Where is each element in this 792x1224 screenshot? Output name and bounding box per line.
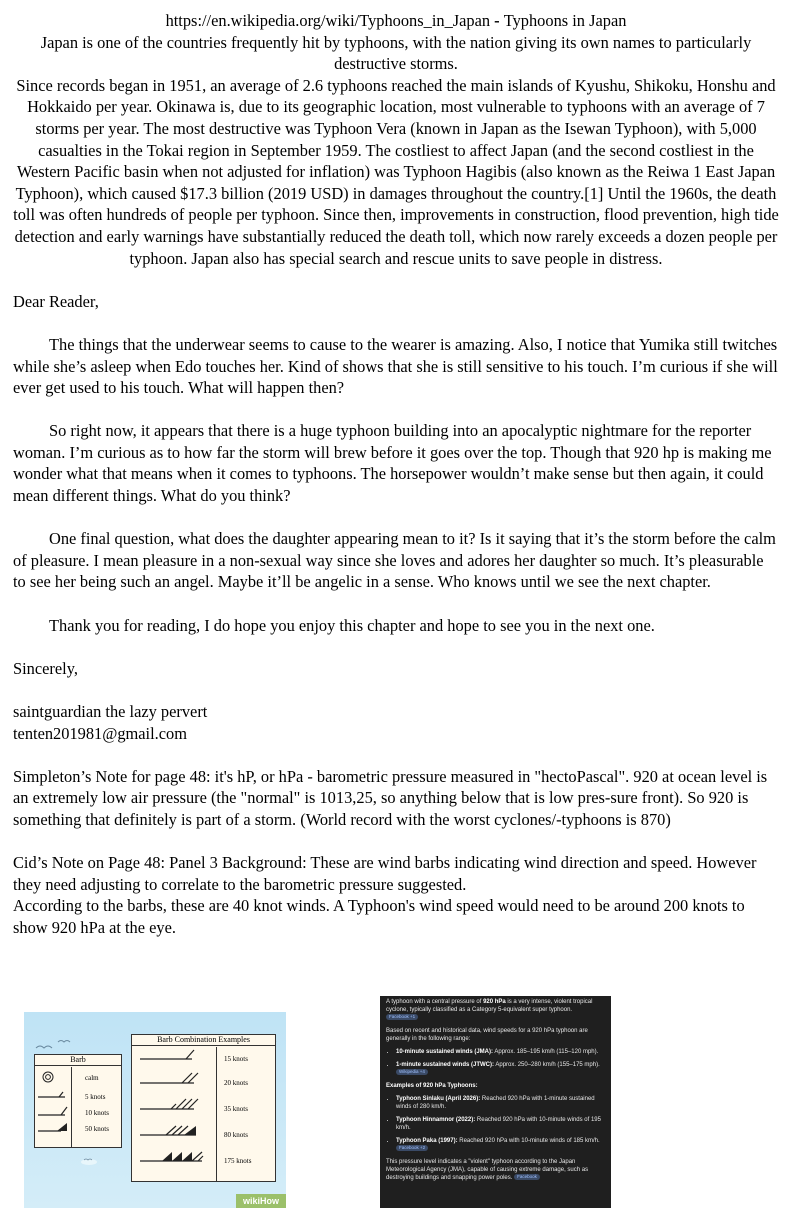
- info-outro: This pressure level indicates a "violent" typhoon according to the Japan Meteorological Agency (JMA), capable of causing extreme damage, such as destroying buildings and snapping power poles. Facebook: [386, 1159, 589, 1181]
- simpleton-note: Simpleton’s Note for page 48: it's hP, or hPa - barometric pressure measured in "hectoPascal". 920 at ocean level is an extremely low air pressure (the "normal" is 1013,25, so anything below that is low pres-sure front). So 920 is something that definitely is part of a storm. (World record with the worst cyclones/-typhoons is 870): [13, 766, 768, 829]
- letter: [0, 269, 792, 938]
- barb-combination-box: [131, 1034, 276, 1182]
- jtwc-winds-item: • 1-minute sustained winds (JTWC): Approx. 250–280 km/h (155–175 mph). Wikipedia +4: [396, 1061, 605, 1077]
- wikipedia-source-chip[interactable]: Wikipedia +4: [396, 1069, 428, 1075]
- wind-speed-list: [386, 1048, 605, 1077]
- combo-label-175-knots: 175 knots: [224, 1157, 252, 1165]
- cid-note-1: Cid’s Note on Page 48: Panel 3 Background: These are wind barbs indicating wind direction and speed. However they need adjusting to correlate to the barometric pressure suggested.: [13, 853, 757, 894]
- letter-paragraph-3: One final question, what does the daughter appearing mean to it? Is it saying that it’s the storm before the calm of pleasure. I mean pleasure in a non-sexual way since she loves and adores her daughter so much. It’s pleasurable to see her being such an angel. Maybe it’ll be angelic in a sense. Who knows until we see the next chapter.: [13, 529, 776, 592]
- wind-barb-illustration: [24, 1012, 286, 1208]
- example-paka: • Typhoon Paka (1997): Reached 920 hPa with 10-minute winds of 185 km/h. Facebook +2: [396, 1137, 605, 1153]
- wiki-paragraph-1: Japan is one of the countries frequently hit by typhoons, with the nation giving its own names to particularly destructive storms.: [40, 32, 752, 74]
- barb-legend-symbols: [35, 1067, 71, 1147]
- examples-list: [386, 1095, 605, 1153]
- barb-label-10-knots: 10 knots: [85, 1109, 109, 1117]
- facebook-source-chip[interactable]: Facebook: [514, 1174, 540, 1180]
- letter-paragraph-1: The things that the underwear seems to cause to the wearer is amazing. Also, I notice that Yumika still twitches while she’s asleep when Edo touches her. Kind of shows that she is still sensitive to his touch. I’m curious if she will ever get used to his touch. What will happen then?: [13, 334, 778, 398]
- wiki-title: Typhoons in Japan: [503, 11, 627, 30]
- wikihow-watermark: wikiHow: [236, 1194, 286, 1208]
- wiki-url-link[interactable]: https://en.wikipedia.org/wiki/Typhoons_in_Japan: [165, 11, 491, 30]
- closing: Sincerely,: [13, 658, 78, 678]
- greeting: Dear Reader,: [13, 291, 99, 311]
- facebook-source-chip[interactable]: Facebook +1: [386, 1014, 418, 1020]
- cid-note-2: According to the barbs, these are 40 knot winds. A Typhoon's wind speed would need to be around 200 knots to show 920 hPa at the eye.: [13, 896, 745, 937]
- info-intro: A typhoon with a central pressure of 920 hPa is a very intense, violent tropical cyclone, typically classified as a Category 5-equivalent super typhoon. Facebook +1: [386, 999, 593, 1020]
- letter-paragraph-2: So right now, it appears that there is a huge typhoon building into an apocalyptic nightmare for the reporter woman. I’m curious as to how far the storm will brew before it goes over the top. Though that 920 hp is making me wonder what that means when it comes to typhoons. The horsepower wouldn’t make sense but then again, it could mean different things. What do you think?: [13, 421, 772, 506]
- wiki-separator: -: [490, 11, 504, 30]
- examples-title: Examples of 920 hPa Typhoons:: [386, 1083, 478, 1089]
- signature: saintguardian the lazy pervert: [13, 702, 208, 721]
- typhoon-info-screenshot: [380, 996, 611, 1208]
- barb-label-5-knots: 5 knots: [85, 1093, 106, 1101]
- barb-combination-title: Barb Combination Examples: [132, 1035, 275, 1046]
- barb-legend-title: Barb: [35, 1055, 121, 1066]
- wiki-header: [12, 10, 780, 32]
- wiki-paragraph-2: Since records began in 1951, an average of 2.6 typhoons reached the main islands of Kyushu, Shikoku, Honshu and Hokkaido per year. Okinawa is, due to its geographic location, most vulnerable to typhoons with an average of 7 storms per year. The most destructive was Typhoon Vera (known in Japan as the Isewan Typhoon), with 5,000 casualties in the Tokai region in September 1959. The costliest to affect Japan (and the second costliest in the Western Pacific basin when not adjusted for inflation) was Typhoon Hagibis (also known as the Reiwa 1 East Japan Typhoon), which caused $17.3 billion (2019 USD) in damages throughout the country.[1] Until the 1960s, the death toll was often hundreds of people per typhoon. Since then, improvements in construction, flood prevention, high tide detection and early warnings have substantially reduced the death toll, which now rarely exceeds a dozen people per typhoon. Japan also has special search and rescue units to save people in distress.: [13, 75, 779, 268]
- combo-label-20-knots: 20 knots: [224, 1079, 248, 1087]
- facebook-source-chip[interactable]: Facebook +2: [396, 1145, 428, 1151]
- combo-label-35-knots: 35 knots: [224, 1105, 248, 1113]
- wiki-excerpt: [0, 0, 792, 269]
- example-sinlaku: • Typhoon Sinlaku (April 2026): Reached 920 hPa with 1-minute sustained winds of 280 km/h.: [396, 1095, 605, 1111]
- email[interactable]: tenten201981@gmail.com: [13, 723, 187, 743]
- barb-label-50-knots: 50 knots: [85, 1125, 109, 1133]
- combo-label-80-knots: 80 knots: [224, 1131, 248, 1139]
- jma-winds-item: • 10-minute sustained winds (JMA): Approx. 185–195 km/h (115–120 mph).: [396, 1048, 605, 1056]
- combo-label-15-knots: 15 knots: [224, 1055, 248, 1063]
- barb-label-calm: calm: [85, 1074, 99, 1082]
- info-range-intro: Based on recent and historical data, wind speeds for a 920 hPa typhoon are generally in the following range:: [386, 1028, 588, 1042]
- barb-legend-box: [34, 1054, 122, 1148]
- letter-paragraph-4: Thank you for reading, I do hope you enjoy this chapter and hope to see you in the next one.: [49, 615, 655, 635]
- example-hinnamnor: • Typhoon Hinnamnor (2022): Reached 920 hPa with 10-minute winds of 195 km/h.: [396, 1116, 605, 1132]
- barb-combination-symbols: [132, 1047, 216, 1181]
